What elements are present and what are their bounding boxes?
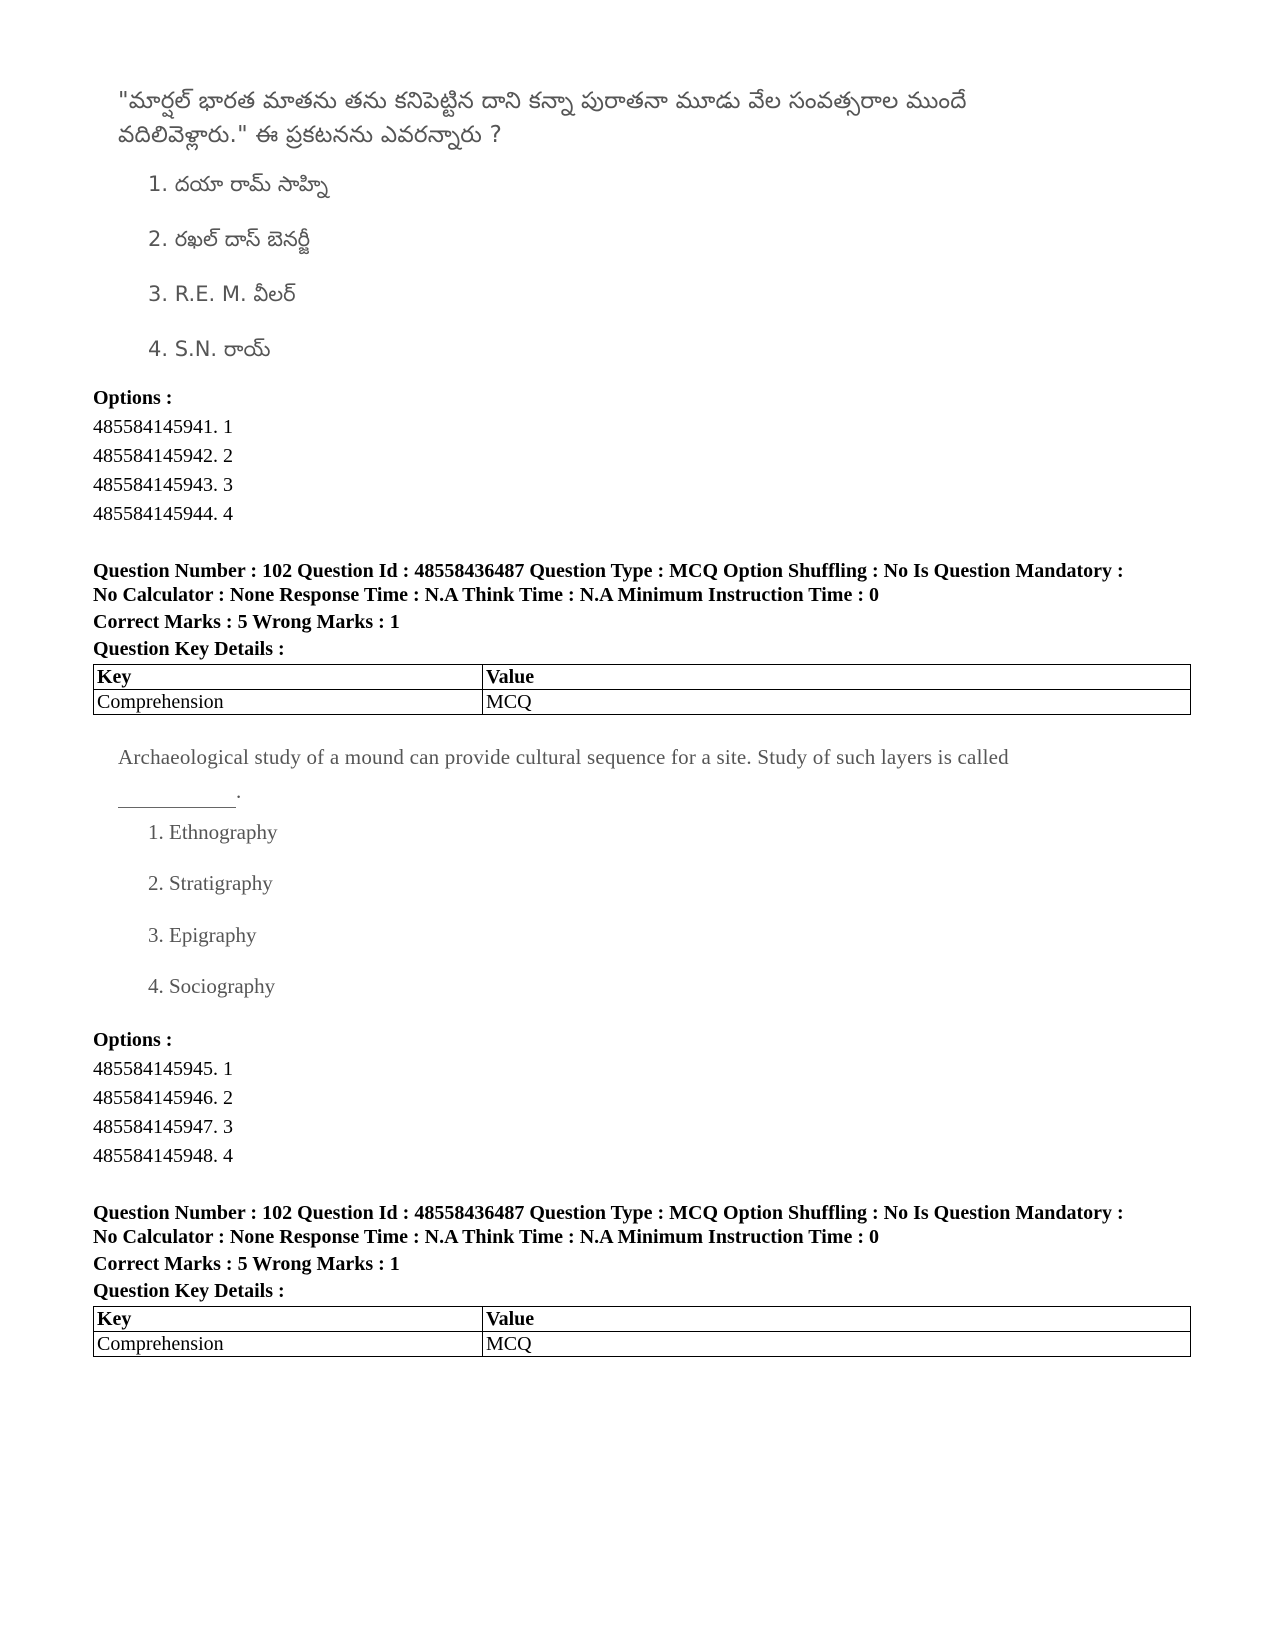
table-header-value: Value [483, 665, 1191, 690]
question-2-choice-1: 1. Ethnography [148, 820, 278, 844]
option-item: 485584145943. 3 [93, 474, 233, 496]
question-meta-line-2: No Calculator : None Response Time : N.A Think Time : N.A Minimum Instruction Time : 0 [93, 1226, 879, 1248]
question-meta-line-1: Question Number : 102 Question Id : 48558436487 Question Type : MCQ Option Shuffling : No Is Question Mandatory : [93, 1202, 1124, 1224]
option-item: 485584145945. 1 [93, 1058, 233, 1080]
question-3-key-table [93, 1306, 1191, 1357]
question-1-choice-1: 1. దయా రామ్ సాహ్ని [148, 172, 329, 196]
question-2-text: Archaeological study of a mound can provide cultural sequence for a site. Study of such layers is called [118, 745, 1009, 769]
table-row [94, 1332, 1191, 1357]
question-key-details-label: Question Key Details : [93, 1280, 285, 1302]
question-meta-line-1: Question Number : 102 Question Id : 48558436487 Question Type : MCQ Option Shuffling : No Is Question Mandatory : [93, 560, 1124, 582]
table-cell-value: MCQ [483, 1332, 1191, 1357]
question-2-blank [118, 774, 1118, 808]
answer-blank [118, 783, 236, 808]
option-item: 485584145942. 2 [93, 445, 233, 467]
question-2-text-end: . [236, 779, 242, 803]
question-2-choice-2: 2. Stratigraphy [148, 871, 273, 895]
table-header-row [94, 665, 1191, 690]
question-1-choice-3: 3. R.E. M. వీలర్ [148, 282, 296, 306]
table-cell-key: Comprehension [94, 1332, 483, 1357]
question-meta-line-2: No Calculator : None Response Time : N.A Think Time : N.A Minimum Instruction Time : 0 [93, 584, 879, 606]
question-1-choice-2: 2. రఖల్ దాస్ బెనర్జీ [148, 227, 311, 251]
table-header-row [94, 1307, 1191, 1332]
question-3-meta [93, 1201, 1193, 1303]
table-row [94, 690, 1191, 715]
table-header-key: Key [94, 665, 483, 690]
question-marks: Correct Marks : 5 Wrong Marks : 1 [93, 1253, 400, 1275]
question-1-text-line-1: "మార్షల్ భారత మాతను తను కనిపెట్టిన దాని కన్నా పురాతనా మూడు వేల సంవత్సరాల ముందే [118, 88, 967, 114]
question-2-image [118, 740, 1118, 1010]
table-cell-value: MCQ [483, 690, 1191, 715]
question-2-key-table [93, 664, 1191, 715]
question-key-details-label: Question Key Details : [93, 638, 285, 660]
option-item: 485584145944. 4 [93, 503, 233, 525]
question-2-options [93, 1026, 1193, 1171]
question-2-choice-4: 4. Sociography [148, 974, 276, 998]
question-marks: Correct Marks : 5 Wrong Marks : 1 [93, 611, 400, 633]
option-item: 485584145947. 3 [93, 1116, 233, 1138]
table-header-value: Value [483, 1307, 1191, 1332]
question-2-choice-3: 3. Epigraphy [148, 923, 257, 947]
table-cell-key: Comprehension [94, 690, 483, 715]
question-1-text-line-2: వదిలివెళ్లారు." ఈ ప్రకటనను ఎవరన్నారు ? [118, 122, 502, 148]
option-item: 485584145941. 1 [93, 416, 233, 438]
question-1-options [93, 384, 1193, 529]
options-label: Options : [93, 1029, 173, 1051]
question-2-meta [93, 559, 1193, 661]
question-1-image [118, 84, 1118, 384]
options-label: Options : [93, 387, 173, 409]
question-1-choice-4: 4. S.N. రాయ్ [148, 337, 271, 361]
option-item: 485584145946. 2 [93, 1087, 233, 1109]
option-item: 485584145948. 4 [93, 1145, 233, 1167]
table-header-key: Key [94, 1307, 483, 1332]
